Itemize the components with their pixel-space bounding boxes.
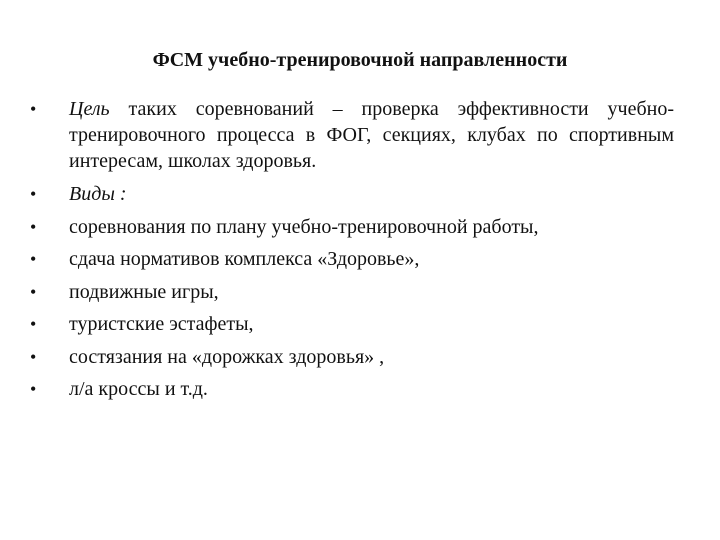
goal-lead: Цель — [69, 98, 110, 120]
bullet-icon: • — [30, 184, 37, 204]
list-item — [30, 214, 674, 240]
list-item-types — [30, 181, 674, 207]
list-item-text: подвижные игры, — [69, 280, 219, 303]
list-item-text: л/а кроссы и т.д. — [69, 378, 208, 400]
goal-text: таких соревнований – проверка эффективности учебно-тренировочного процесса в ФОГ, секциях, клубах по спортивным интересам, школах здоровья. — [69, 98, 674, 172]
list-item — [30, 279, 674, 305]
bullet-icon: • — [30, 99, 37, 119]
bullet-list — [30, 96, 674, 409]
bullet-icon: • — [30, 346, 37, 367]
list-item — [30, 344, 674, 370]
types-label: Виды : — [69, 183, 127, 205]
list-item — [30, 311, 674, 337]
slide-title: ФСМ учебно-тренировочной направленности — [152, 49, 568, 71]
bullet-icon: • — [30, 281, 37, 302]
list-item — [30, 376, 674, 402]
list-item-text: соревнования по плану учебно-тренировочной работы, — [69, 215, 539, 238]
bullet-icon: • — [30, 249, 37, 269]
list-item-text: туристские эстафеты, — [69, 313, 254, 335]
bullet-icon: • — [30, 379, 37, 399]
list-item-text: состязания на «дорожках здоровья» , — [69, 345, 385, 368]
list-item-goal — [30, 96, 674, 174]
bullet-icon: • — [30, 314, 37, 334]
bullet-icon: • — [30, 216, 37, 237]
list-item — [30, 246, 674, 272]
list-item-text: сдача нормативов комплекса «Здоровье», — [69, 248, 420, 270]
